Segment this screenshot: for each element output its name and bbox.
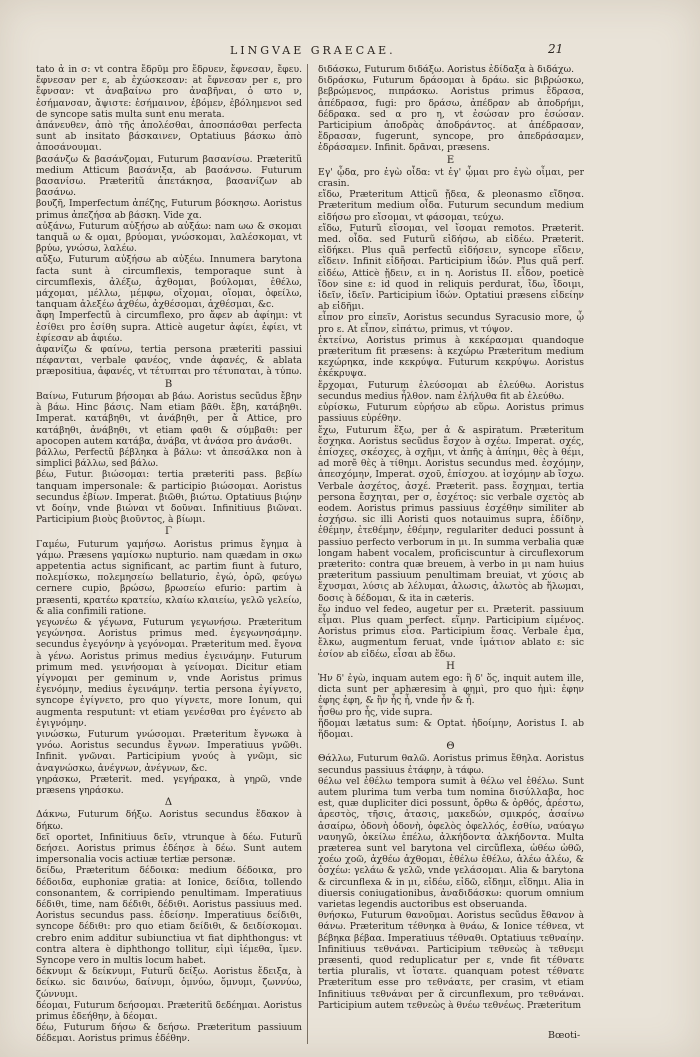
dictionary-entry: βασάνζω & βασάνζομαι, Futurum βασανίσω. Præteritũ medium Atticum βασάνιξα, ab βασάνσω. Futurum βασανίσω. Præteritũ ἀπετάκησα, βασανίζων ab βασάνω. xyxy=(36,153,302,199)
dictionary-entry: tato ἀ in σ: vt contra ἔδρῦμ pro ἔδρυεν, ἔφνεσαν, ἔφευ. ἔφνεσαν per ε, ab ἐχώσκεσαν: at ἔφνεσαν per ε, pro ἔφνσαν: vt ἀναβαίνω pro ἀναβῆναι, ὁ ϖτο ν, ἐσήμανσαν, ἄψιστε: ἐσήμαινον, ἐβόμεν, ἐβόλημενοι sed de syncope satis multa sunt enu merata. xyxy=(36,64,302,120)
catchword: Bœoti- xyxy=(548,1030,581,1041)
dictionary-entry: γηράσκω, Præterit. med. γεγήρακα, à γηρῶ, vnde præsens γηράσκω. xyxy=(36,773,302,796)
dictionary-entry: θνήσκω, Futurum θανοῦμαι. Aoristus secũdus ἔθανον à θάνω. Præteritum τέθνηκα à θνάω, & Ionice τέθνεα, vt βέβηκα βέβαα. Imperatiuus τέθναθι. Optatiuus τεθναίην. Infinitiuus τεθνάναι. Participium τεθνεὼς à τεθνεμι præsenti, quod reduplicatur per ε, vnde fit τέθνατε tertia pluralis, vt ἵστατε. quanquam potest τέθνατε Præteritum esse pro τεθνάατε, per crasim, vt etiam Infinitiuus τεθνάναι per ἄ circunflexum, pro τεθνάναι. Participium autem τεθνεὼς à θνέω τεθνέως. Præteritum xyxy=(318,910,584,1011)
dictionary-entry: ἀπάνευθεν, ἀπὸ τῆς ἀπολέσθαι, ἀποσπάσθαι perfecta sunt ab insitato βάσκαινεν, Optatiuus βάσκω ἀπὸ ἀποσάνουμαι. xyxy=(36,120,302,154)
dictionary-entry: διδράσκω, Futurum δράσομαι à δράω. sic βιβρώσκω, βεβρώμενος, πιπράσκω. Aoristus primus ἔδρασα, ἀπέδρασα, fugi: pro δράσω, ἀπέδραν ab ἀποδρήμι, δέδρακα. sed α pro η, vt ἐσώσαν pro ἐσώσαν. Participium ἀποδρὰς ἀποδράντος. at ἀπέδρασαν, ἔδρασαν, fugerunt, syncope, pro ἀπεδράσαμεν, ἐδράσαμεν. Infinit. δρᾶναι, præsens. xyxy=(318,75,584,154)
running-head: LINGVAE GRAECAE. xyxy=(230,44,396,57)
dictionary-entry: θέλω vel ἐθέλω tempora sumit à θέλω vel ἐθέλω. Sunt autem plurima tum verba tum nomina δισύλλαβα, hoc est, quæ dupliciter dici possunt, ὄρθω & ὀρθός, ἀρέστω, ἀρεστὸς, τῆσις, ἀτασις, μακεδών, σμικρός, ἀσαίνω ἀσαίρω, ὀδονὴ ὀδονὴ, ὀφελὸς ὀφελλός, ἐσθίω, ναύαγω ναυηγῶ, ὀκείλω ἐπέλω, ἀλκήδοντα ἀλκήδοντα. Multa præterea sunt vel barytona vel circũflexa, ὠθέω ὠθῶ, χοέω χοῶ, ἀχθέω ἀχθομαι, ἐθέλω ἐθέλω, ἀλέω ἀλέω, & ὀσχέω: γελάω & γελῶ, vnde γελάσομαι. Alia & barytona & circunflexa & in μι, εἰδέω, εἰδῶ, εἴδημι, εἴδημι. Alia in diuersis coniugationibus, ἀναδιδάσκω: quorum omnium varietas legendis auctoribus est obseruanda. xyxy=(318,775,584,911)
section-letter: Δ xyxy=(164,797,174,809)
dictionary-entry: αὐξάνω, Futurum αὐξήσω ab αὐξάω: nam ωω & σκομαι tanquã ω & ομαι, βρύομαι, γνώσκομαι, λαλέσκομαι, vt βρύω, γνώσω, λαλέω. xyxy=(36,220,302,255)
left-column xyxy=(36,64,302,1044)
dictionary-entry: βουζῆ, Imperfectum ἀπέζης, Futurum βόσκησω. Aoristus primus ἀπεζήσα ab βάσκη. Vide χα. xyxy=(36,198,302,221)
section-letter: Γ xyxy=(165,526,173,538)
section-letter: E xyxy=(446,154,456,166)
dictionary-entry: ἀφανίζω & φαίνω, tertia persona præteriti passiui πέφανται, verbale φανέος, vnde ἀφανές, & ablata præpositiua, ἀφανές, vt τέτυπται pro τέτυπαται, à τύπω. xyxy=(36,344,302,378)
dictionary-entry: δέομαι, Futurum δεήσομαι. Præteritũ δεδέημαι. Aoristus primus ἐδεήθην, à δέομαι. xyxy=(36,999,302,1023)
dictionary-entry: ἔρχομαι, Futurum ἐλεύσομαι ab ἐλεύθω. Aoristus secundus medius ἦλθον. nam ἐλήλυθα fit ab ἐλεύθω. xyxy=(318,379,584,402)
dictionary-entry: εὑρίσκω, Futurum εὑρήσω ab εὕρω. Aoristus primus passiuus εὑρέθην. xyxy=(318,402,584,425)
dictionary-entry: ἔχω, Futurum ἕξω, per ἁ & aspiratum. Præteritum ἔσχηκα. Aoristus secũdus ἔσχον à σχέω. Imperat. σχές, ἐπίσχες, σκέσχες, à σχῆμι, vt ἀπῆς à ἀπίημι, θὲς à θέμι, ad morẽ θὲς à τίθημι. Aoristus secundus med. ἐσχόμην, ἀπεσχόμην, Imperat. σχοῦ, ἐπίσχου. at ἰσχόμην ab ἴσχω. Verbale ἀσχέτος, ἀσχέ. Præterit. pass. ἔσχημαι, tertia persona ἔσχηται, per σ, ἐσχέτος: sic verbale σχετὸς ab eodem. Aoristus primus passiuus ἐσχέθην similiter ab ἐσχήσω. sic illi Aoristi quos notauimus supra, ἐδίδην, ἐθέμην, ἐτεθέμην, ἐθέμην, regulariter deduci possunt à passiuo perfecto verborum in μι. In summa verbalia quæ longam habent vocalem, proficiscuntur à circuflexorum præterito: contra quæ breuem, à verbo in μι nam huius præteritum passiuum penultimam breuiat, vt χύσις ab ἔχυσμαι, λύσις ab λέλυμαι, ἀλωσις, ἀλωτὸς ab ἥλωμαι, δοσις à δέδομαι, & ita in cæteris. xyxy=(318,424,584,604)
section-letter: B xyxy=(164,378,174,390)
dictionary-entry: γεγωνέω & γέγωνα, Futurum γεγωνήσω. Præteritum γεγώνησα. Aoristus primus med. ἐγεγωνησάμην. secundus ἐγεγόνην à γεγόνομαι. Præteritum med. ἔγονα à γένω. Aoristus primus medius ἐγεινάμην. Futurum primum med. γεινήσομαι à γείνομαι. Dicitur etiam γίγνομαι per geminum ν, vnde Aoristus primus ἐγενόμην, medius ἐγεινάμην. tertia persona ἐγίγνετο, syncope ἐγίγνετο, pro quo γίγνετε, more Ionum, qui augmenta resputunt: vt etiam γενέσθαι pro ἐγένετο ab ἐγιγνόμην. xyxy=(36,616,302,729)
dictionary-entry: ἕω induo vel fedeo, augetur per ει. Præterit. passiuum εἷμαι. Plus quam perfect. εἵμην. Participium εἱμένος. Aoristus primus εἷσα. Participium ἕσας. Verbale ἑμα, ἔλκω, augmentum feruat, vnde ἱμάτιον ablato ε: sic ἐσίον ab εἰδέω, εἶσαι ab ἕδω. xyxy=(318,603,584,660)
dictionary-entry: Εγ' ᾦδα, pro ἐγὼ οἶδα: vt ἐγ' ᾦμαι pro ἐγὼ οἶμαι, per crasin. xyxy=(318,166,584,190)
dictionary-entry: αὔξω, Futurum αὐξήσω ab αὐξέω. Innumera barytona facta sunt à circumflexis, temporaque sunt à circumflexis, ἀλέξω, ἀχθομαι, βούλομαι, ἐθέλω, μάχομαι, μέλλω, μέμφω, οἴχομαι, οἴομαι, ὀφείλω, tanquam ἀλεξέω ἀχθέω, ἀχθέσομαι, ἀχθέσμαι, &c. xyxy=(36,254,302,311)
page-number: 21 xyxy=(548,42,564,56)
dictionary-entry: Θάλλω, Futurum θαλῶ. Aoristus primus ἔθηλα. Aoristus secundus passiuus ἐτάφην, à τάφω. xyxy=(318,753,584,776)
dictionary-entry: δέω, Futurum δήσω & δεήσω. Præteritum passiuum δέδεμαι. Aoristus primus ἐδέθην. xyxy=(36,1022,302,1044)
dictionary-entry: Δάκνω, Futurum δήξω. Aoristus secundus ἔδακον à δήκω. xyxy=(36,809,302,832)
dictionary-entry: ἦσθω pro ἦς, vide supra. xyxy=(318,706,433,718)
dictionary-entry: εἶπον pro εἰπεῖν, Aoristus secundus Syracusio more, ᾦ pro ε. At εἶπον, εἰπάτω, primus, vt τύψον. xyxy=(318,312,584,335)
dictionary-entry: Ἡν δ' ἐγὼ, inquam autem ego: ἢ δ' ὅς, inquit autem ille, dicta sunt per aphæresim à φημὶ, pro quo ἠμὶ: ἐφην ἐφης ἐφη, & ἢν ἦς ἦ, vnde ἦν & ἦ. xyxy=(318,672,584,707)
dictionary-entry: εἴδω, Præteritum Atticũ ᾔδεα, & pleonasmo εἴδησα. Præteritum medium οἶδα. Futurum secundum medium εἰδήσω pro εἴσομαι, vt φάσομαι, τεύχω. xyxy=(318,189,584,223)
dictionary-entry: ἥδομαι lætatus sum: & Optat. ἡδοίμην, Aoristus I. ab ἥδομαι. xyxy=(318,717,584,740)
dictionary-entry: εἴδω, Futurũ εἴσομαι, vel ἴσομαι remotos. Præterit. med. οἶδα. sed Futurũ εἰδήσω, ab εἰδέω. Præterit. εἰδήκει. Plus quã perfectũ εἰδήσειν, syncope εἴδειν, εἴδειν. Infinit εἰδῆσαι. Participium ἰδών. Plus quã perf. εἰδέω, Atticè ᾔδειν, ει in η. Aoristus II. εἶδον, poeticè ἴδον sine ε: id quod in reliquis perdurat, ἴδω, ἴδοιμι, ἰδεῖν, ἰδεῖν. Participium ἰδών. Optatiui præsens εἰδείην ab εἰδῆμι. xyxy=(318,222,584,313)
dictionary-entry: ἄφη Imperfectũ à circumflexo, pro ἄφεν ab ἀφίημι: vt ἐσίθει pro ἐσίθη supra. Atticè augetur ἀφίει, ἐφίει, vt ἐφίεσαν ab ἀφιέω. xyxy=(36,310,302,344)
dictionary-entry: δεῖ oportet, Infinitiuus δεῖν, vtrunque à δέω. Futurũ δεήσει. Aoristus primus ἐδέησε à δέω. Sunt autem impersonalia vocis actiuæ tertiæ personæ. xyxy=(36,831,302,866)
dictionary-entry: ἐκτείνω, Aoristus primus à κεκέρασμαι quandoque præteritum fit præsens: à κεχώρω Præteritum medium κεχώρηκα, inde κεκρύψα. Futurum κεκρύψω. Aoristus ἐκέκρυψα. xyxy=(318,334,584,380)
dictionary-entry: βάλλω, Perfectũ βέβληκα à βάλω: vt ἀπεσάλκα non à simplici βάλλω, sed βάλω. xyxy=(36,446,302,470)
dictionary-entry: Βαίνω, Futurum βήσομαι ab βάω. Aoristus secũdus ἔβην à βάω. Hinc βάσις. Nam etiam βᾶθι. ἔβη, κατάβηθι. Imperat. κατάβηθι, vt ἀνάβηθι, per ἄ Attice, pro κατάβηθι, ἀνάβηθι, vt etiam φαθι & σύμβαθι: per apocopen autem κατάβα, ἀνάβα, vt ἀνάσα pro ἀνάσθι. xyxy=(36,390,302,447)
section-letter: H xyxy=(446,660,456,672)
dictionary-entry: βέω, Futur. βιώσομαι: tertia præteriti pass. βεβίω tanquam impersonale: & participio βιώσομαι. Aoristus secundus ἐβίων. Imperat. βιῶθι, βιώτω. Optatiuus βιῴην vt δοίην, vnde βιώναι vt δοῦναι. Infinitiuus βιῶναι. Participium βιοὺς βιοῦντος, à βίωμι. xyxy=(36,469,302,526)
dictionary-entry: διδάσκω, Futurum διδάξω. Aoristus ἐδίδαξα à διδάχω. xyxy=(318,64,575,75)
section-letter: Θ xyxy=(446,741,456,753)
dictionary-entry: γινώσκω, Futurum γνώσομαι. Præteritum ἔγνωκα à γνόω. Aoristus secundus ἔγνων. Imperatiuus γνῶθι. Infinit. γνῶναι. Participium γνούς à γνῶμι, sic ἀναγνώσκω, ἀνέγνων, ἀνέγνων, &c. xyxy=(36,728,302,774)
dictionary-entry: δέκνυμι & δείκνυμι, Futurũ δείξω. Aoristus ἔδειξα, à δείκω. sic δαινύω, δαίνυμι, ὀμνύω, ὄμνυμι, ζωννύω, ζώννυμι. xyxy=(36,966,302,1000)
column-divider xyxy=(307,64,308,1044)
dictionary-entry: Γαμέω, Futurum γαμήσω. Aoristus primus ἔγημα à γάμω. Præsens γαμίσκω nupturio. nam quædam in σκω appetentia actus significant, ac partim fiunt à futuro, πολεμίσκω, πολεμησείω bellaturio, ἐγώ, ὁρῶ, φεύγω cernere cupio, βρώσω, βρωσείω efurio: partim à præsenti, κρατέω κρατείω, κλαίω κλαιείω, γελῶ γελείω, & alia confimili ratione. xyxy=(36,538,302,617)
dictionary-entry: δείδω, Præteritum δέδοικα: medium δέδοικα, pro δέδοιδα, euphoniæ gratia: at Ionice, δείδια, tollendo consonantem, & corripiendo penultimam. Imperatiuus δέδιθι, time, nam δέδιθι, δέδιθι. Aoristus passiuus med. Aoristus secundus pass. ἐδείσην. Imperatiuus δείδιθι, syncope δέδιθι: pro quo etiam δείδιθι, & δειδίσκομαι. crebro enim additur subiunctiua vt fiat diphthongus: vt contra altera è diphthongo tollitur, εἰμὶ ἰέμεθα, ἴμεν. Syncope vero in multis locum habet. xyxy=(36,865,302,967)
right-column xyxy=(318,64,584,1044)
